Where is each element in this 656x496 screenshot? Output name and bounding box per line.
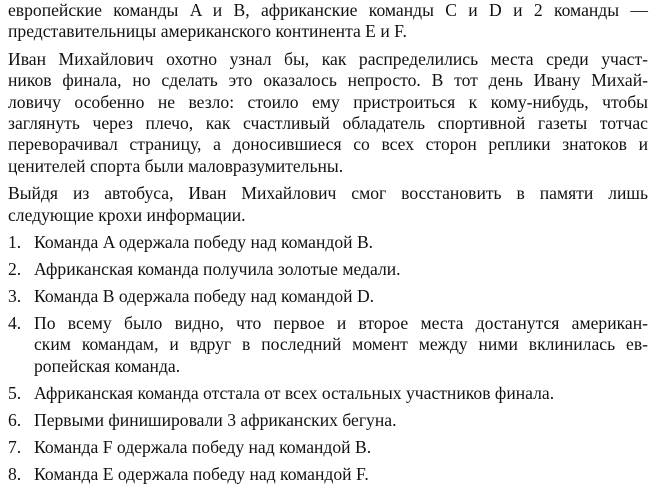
story-paragraph: [8, 49, 648, 177]
recollection-paragraph: [8, 183, 648, 226]
list-item-text: Африканская команда получила золотые медали.: [34, 259, 401, 280]
list-item: [8, 286, 648, 307]
list-item: [8, 259, 648, 280]
document-page: [8, 0, 648, 491]
list-item: [8, 437, 648, 458]
text-line: переворачивал страницу, а доносившиеся со всех сторон реплики знатоков и: [8, 134, 648, 155]
list-item-number: 2.: [8, 259, 22, 280]
list-item-text: Первыми финишировали 3 африканских бегуна.: [34, 409, 397, 430]
list-item-text: ропейская команда.: [34, 355, 181, 376]
list-item-text: Команда B одержала победу над командой D.: [34, 286, 375, 307]
list-item-number: 8.: [8, 463, 22, 484]
text-line: европейские команды A и B, африканские команды C и D и 2 команды —: [8, 0, 648, 20]
list-item-number: 5.: [8, 382, 22, 403]
facts-list: [8, 232, 648, 485]
list-item: [8, 464, 648, 485]
text-line: Выйдя из автобуса, Иван Михайлович смог восстановить в памяти лишь: [8, 183, 648, 204]
text-line: ценителей спорта были маловразумительны.: [8, 155, 344, 176]
list-item-text: Команда A одержала победу над командой B.: [34, 232, 374, 253]
list-item-text: По всему было видно, что первое и второе места достанутся американ-: [34, 313, 648, 334]
intro-paragraph: [8, 0, 648, 43]
text-line: заглянуть через плечо, как счастливый обладатель спортивной газеты тотчас: [8, 113, 648, 134]
list-item: [8, 410, 648, 431]
text-line: Иван Михайлович охотно узнал бы, как распределились места среди участ-: [8, 48, 648, 69]
text-line: следующие крохи информации.: [8, 204, 246, 225]
list-item-number: 1.: [8, 232, 22, 253]
list-item-text: ским командам, и вдруг в последний момент между ними вклинилась ев-: [34, 334, 648, 355]
list-item-number: 7.: [8, 436, 22, 457]
list-item-number: 6.: [8, 409, 22, 430]
list-item-number: 4.: [8, 313, 22, 334]
list-item-text: Африканская команда отстала от всех остальных участников финала.: [34, 382, 555, 403]
text-line: ников финала, но сделать это оказалось непросто. В тот день Ивану Михай-: [8, 70, 648, 91]
list-item-number: 3.: [8, 286, 22, 307]
list-item-text: Команда E одержала победу над командой F.: [34, 463, 369, 484]
list-item: [8, 383, 648, 404]
text-line: представительницы американского континента E и F.: [8, 21, 407, 42]
list-item: [8, 313, 648, 377]
list-item: [8, 232, 648, 253]
list-item-text: Команда F одержала победу над командой B.: [34, 436, 372, 457]
text-line: ловичу особенно не везло: стоило ему пристроиться к кому-нибудь, чтобы: [8, 91, 648, 112]
